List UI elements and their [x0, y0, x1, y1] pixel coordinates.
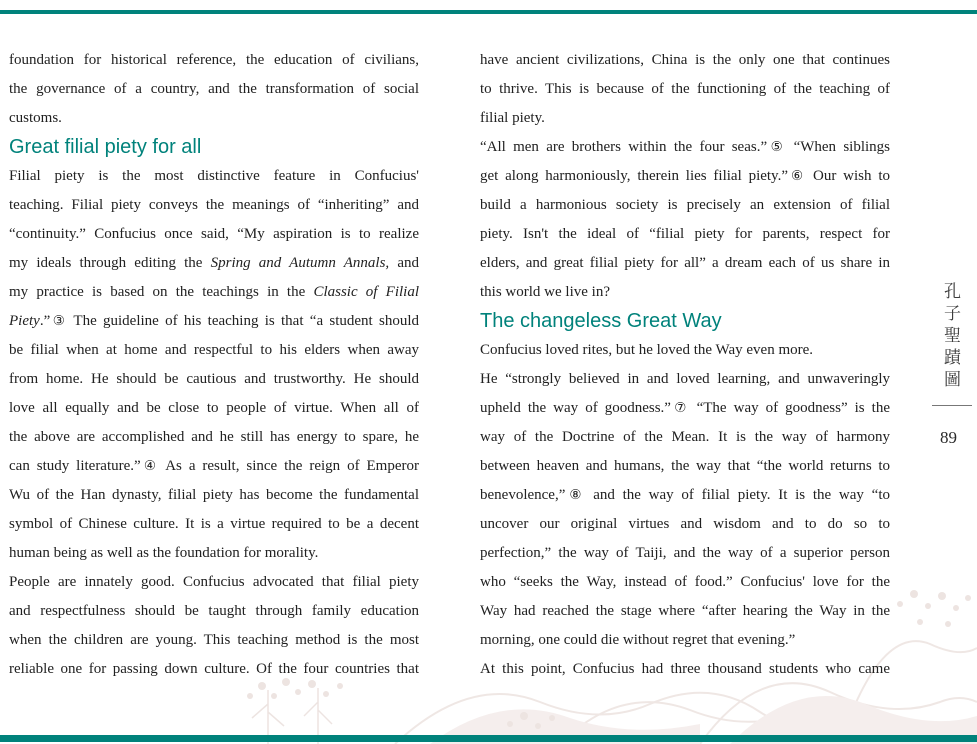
- footnote-marker: ⑥: [788, 168, 807, 184]
- text-line: and respectfulness should be taught through family education: [9, 603, 419, 619]
- section-heading: The changeless Great Way: [480, 310, 722, 332]
- footnote-marker: ⑧: [565, 487, 586, 503]
- text-column-left: [9, 46, 419, 684]
- text-line: foundation for historical reference, the education of civilians,: [9, 52, 419, 68]
- text-line: love all equally and be close to people of virtue. When all of: [9, 400, 419, 416]
- text-line: build a harmonious society is precisely an extension of filial: [480, 197, 890, 213]
- footnote-marker: ⑦: [670, 400, 690, 416]
- section-heading: Great filial piety for all: [9, 136, 202, 158]
- text-line: elders, and great filial piety for all” a dream each of us share in: [480, 255, 890, 271]
- text-line: from home. He should be cautious and trustworthy. He should: [9, 371, 419, 387]
- side-title-vertical: 孔子聖蹟圖: [941, 282, 960, 392]
- text-line: Filial piety is the most distinctive feature in Confucius': [9, 168, 419, 184]
- top-rule: [0, 10, 977, 14]
- text-line: filial piety.: [480, 110, 545, 126]
- text-line: to thrive. This is because of the functioning of the teaching of: [480, 81, 890, 97]
- text-line: get along harmoniously, therein lies filial piety.”⑥ Our wish to: [480, 168, 890, 184]
- text-line: between heaven and humans, the way that “the world returns to: [480, 458, 890, 474]
- side-divider-line: [932, 405, 972, 406]
- footnote-marker: ④: [140, 458, 160, 474]
- text-line: who “seeks the Way, instead of food.” Confucius' love for the: [480, 574, 890, 590]
- text-line: “All men are brothers within the four seas.”⑤ “When siblings: [480, 139, 890, 155]
- text-line: this world we live in?: [480, 284, 610, 300]
- text-column-right: [480, 46, 890, 684]
- text-line: the governance of a country, and the transformation of social: [9, 81, 419, 97]
- text-line: benevolence,”⑧ and the way of filial piety. It is the way “to: [480, 487, 890, 503]
- text-line: my ideals through editing the Spring and Autumn Annals, and: [9, 255, 419, 271]
- bottom-rule: [0, 735, 977, 742]
- text-line: Confucius loved rites, but he loved the Way even more.: [480, 342, 814, 358]
- text-line: At this point, Confucius had three thousand students who came: [480, 661, 890, 677]
- text-line: be filial when at home and respectful to his elders when away: [9, 342, 419, 358]
- text-line: Wu of the Han dynasty, filial piety has become the fundamental: [9, 487, 419, 503]
- text-line: my practice is based on the teachings in the Classic of Filial: [9, 284, 419, 300]
- footnote-marker: ⑤: [767, 139, 787, 155]
- text-line: when the children are young. This teaching method is the most: [9, 632, 419, 648]
- text-line: perfection,” the way of Taiji, and the way of a superior person: [480, 545, 890, 561]
- text-line: customs.: [9, 110, 62, 126]
- text-line: piety. Isn't the ideal of “filial piety for parents, respect for: [480, 226, 890, 242]
- text-line: can study literature.”④ As a result, since the reign of Emperor: [9, 458, 419, 474]
- text-line: uncover our original virtues and wisdom and to do so to: [480, 516, 890, 532]
- footnote-marker: ③: [50, 313, 68, 329]
- text-line: human being as well as the foundation for morality.: [9, 545, 319, 561]
- text-line: the above are accomplished and he still has energy to spare, he: [9, 429, 419, 445]
- text-line: symbol of Chinese culture. It is a virtue required to be a decent: [9, 516, 419, 532]
- text-line: “continuity.” Confucius once said, “My aspiration is to realize: [9, 226, 419, 242]
- page-number: 89: [940, 428, 957, 447]
- text-line: reliable one for passing down culture. Of the four countries that: [9, 661, 419, 677]
- text-line: People are innately good. Confucius advocated that filial piety: [9, 574, 419, 590]
- text-line: He “strongly believed in and loved learning, and unwaveringly: [480, 371, 890, 387]
- text-line: morning, one could die without regret that evening.”: [480, 632, 796, 648]
- text-line: way of the Doctrine of the Mean. It is the way of harmony: [480, 429, 890, 445]
- text-line: Way had reached the stage where “after hearing the Way in the: [480, 603, 890, 619]
- text-line: Piety.”③ The guideline of his teaching is that “a student should: [9, 313, 419, 329]
- text-line: upheld the way of goodness.”⑦ “The way of goodness” is the: [480, 400, 890, 416]
- text-line: have ancient civilizations, China is the only one that continues: [480, 52, 890, 68]
- text-line: teaching. Filial piety conveys the meanings of “inheriting” and: [9, 197, 419, 213]
